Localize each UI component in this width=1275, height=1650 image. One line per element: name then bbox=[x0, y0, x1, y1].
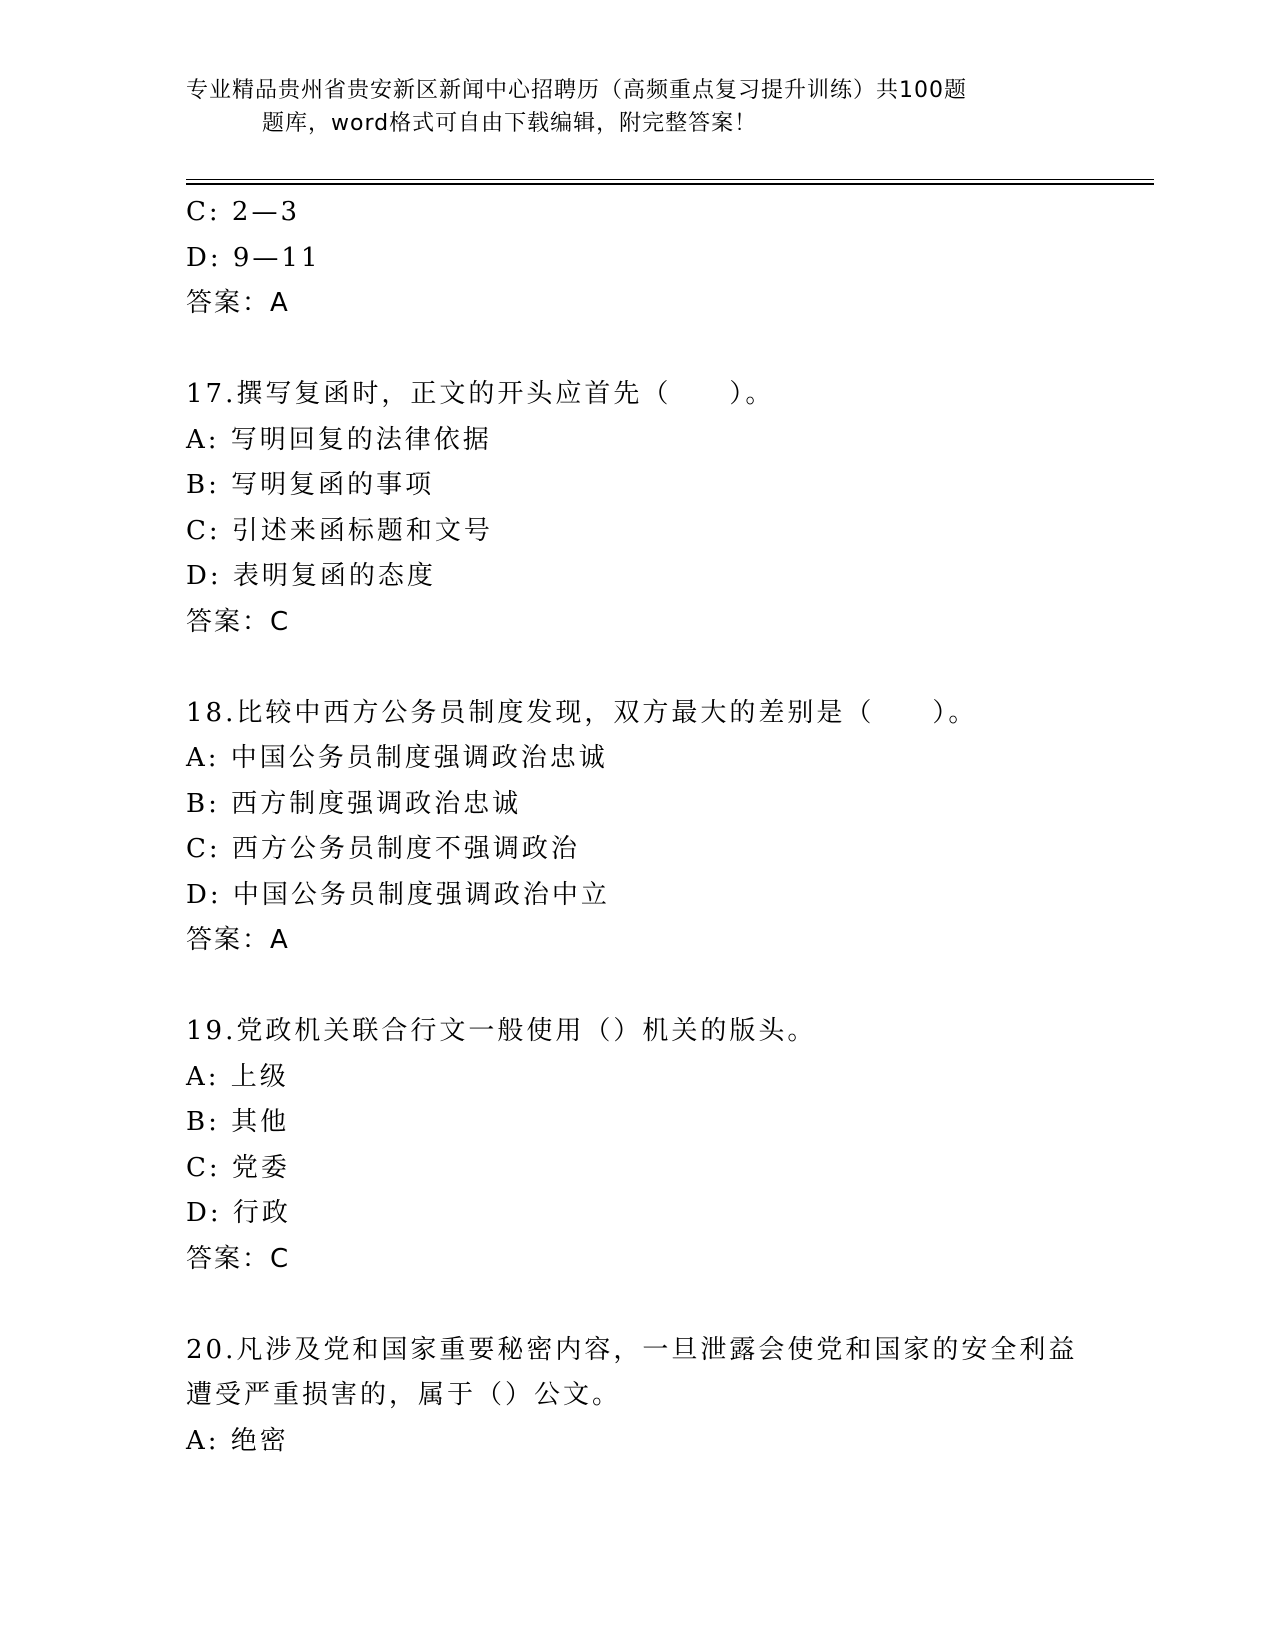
option-c: C: 引述来函标题和文号 bbox=[186, 515, 493, 546]
spacer bbox=[186, 964, 1086, 1010]
question-stem: 19.党政机关联合行文一般使用（）机关的版头。 bbox=[186, 1016, 817, 1046]
question-stem: 18.比较中西方公务员制度发现，双方最大的差别是（ ）。 bbox=[186, 697, 978, 728]
option-a: A: 中国公务员制度强调政治忠诚 bbox=[186, 743, 608, 773]
option-b: B: 西方制度强调政治忠诚 bbox=[186, 788, 522, 819]
question-stem-line-2: 遭受严重损害的，属于（）公文。 bbox=[186, 1380, 622, 1410]
question-17 bbox=[186, 372, 1086, 645]
option-a: A: 上级 bbox=[186, 1061, 289, 1092]
option-d: D: 行政 bbox=[186, 1198, 291, 1228]
option-d: D: 中国公务员制度强调政治中立 bbox=[186, 879, 610, 910]
spacer bbox=[186, 1282, 1086, 1328]
option-a: A: 绝密 bbox=[186, 1425, 289, 1456]
page-header bbox=[186, 74, 1046, 140]
question-20 bbox=[186, 1328, 1086, 1465]
answer-line: 答案：C bbox=[186, 1243, 291, 1274]
answer-line: 答案：C bbox=[186, 606, 291, 637]
spacer bbox=[186, 645, 1086, 691]
option-b: B: 其他 bbox=[186, 1107, 290, 1137]
question-stem: 17.撰写复函时，正文的开头应首先（ ）。 bbox=[186, 379, 775, 409]
option-d: D: 9—11 bbox=[186, 242, 321, 273]
previous-question-tail bbox=[186, 190, 1086, 327]
question-18 bbox=[186, 691, 1086, 964]
spacer bbox=[186, 327, 1086, 373]
answer-line: 答案：A bbox=[186, 288, 290, 318]
option-b: B: 写明复函的事项 bbox=[186, 470, 435, 500]
option-a: A: 写明回复的法律依据 bbox=[186, 424, 492, 455]
option-c: C: 党委 bbox=[186, 1152, 290, 1183]
option-c: C: 2—3 bbox=[186, 197, 301, 227]
header-divider-thick bbox=[186, 183, 1154, 185]
option-d: D: 表明复函的态度 bbox=[186, 561, 436, 591]
question-19 bbox=[186, 1009, 1086, 1282]
option-c: C: 西方公务员制度不强调政治 bbox=[186, 834, 580, 864]
header-divider-thin bbox=[186, 179, 1154, 180]
question-stem-line-1: 20.凡涉及党和国家重要秘密内容，一旦泄露会使党和国家的安全利益 bbox=[186, 1334, 1078, 1365]
header-title-line-1: 专业精品贵州省贵安新区新闻中心招聘历（高频重点复习提升训练）共100题 bbox=[186, 78, 967, 103]
answer-line: 答案：A bbox=[186, 925, 290, 955]
header-title-line-2: 题库，word格式可自由下载编辑，附完整答案！ bbox=[262, 111, 758, 136]
question-list bbox=[186, 190, 1086, 1464]
